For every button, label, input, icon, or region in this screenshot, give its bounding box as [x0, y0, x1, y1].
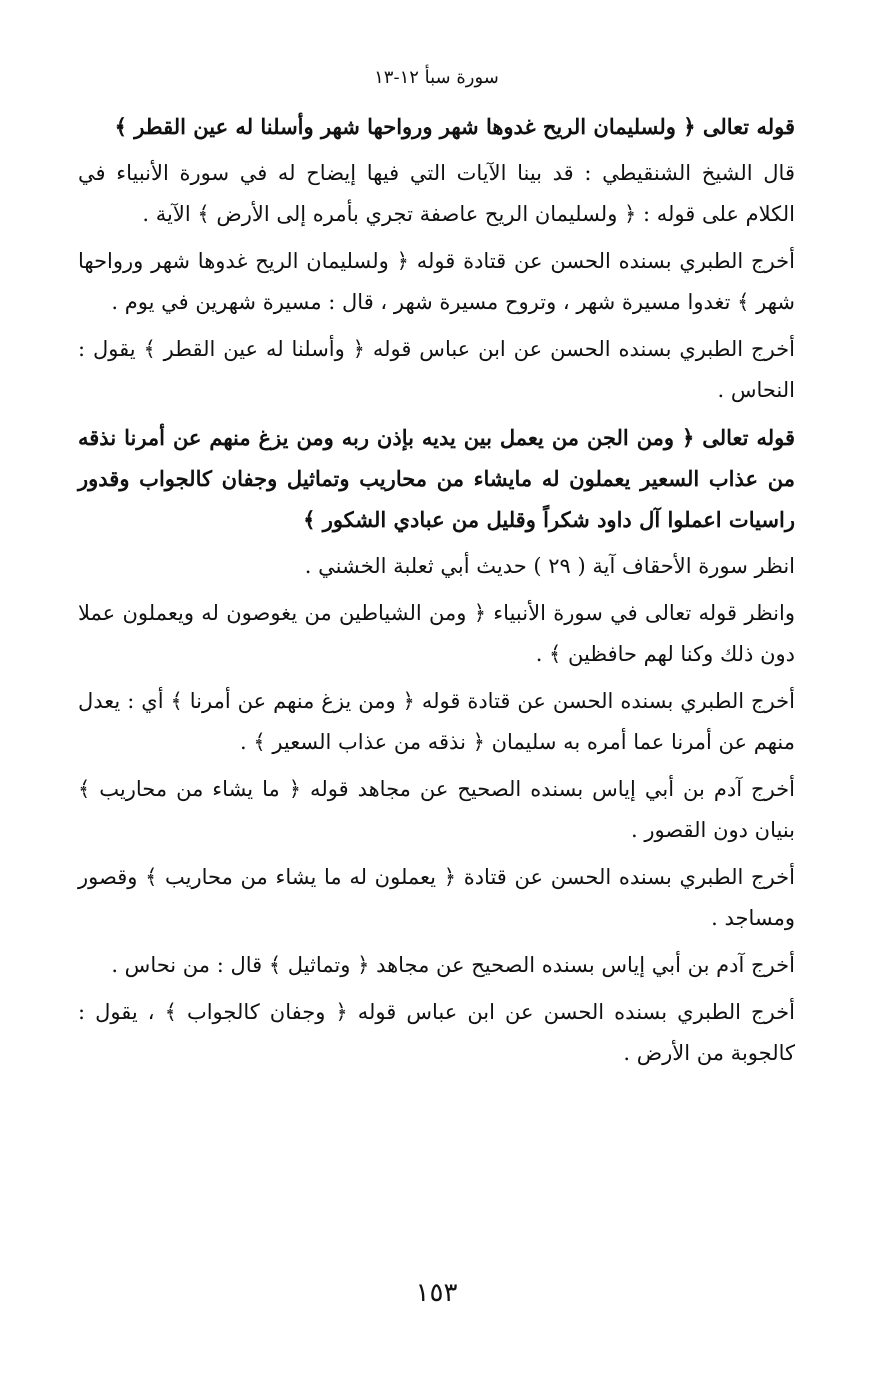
paragraph-6: انظر سورة الأحقاف آية ( ٢٩ ) حديث أبي ثعلبة الخشني . — [304, 554, 795, 578]
running-header: سورة سبأ ١٢-١٣ — [374, 67, 499, 88]
paragraph-2: قال الشيخ الشنقيطي : قد بينا الآيات التي فيها إيضاح له في سورة الأنبياء في الكلام على قوله : ﴿ ولسليمان الريح عاصفة تجري بأمره إلى الأرض ﴾ الآية . — [78, 161, 795, 226]
page-number: ١٥٣ — [415, 1278, 458, 1308]
paragraph-7: وانظر قوله تعالى في سورة الأنبياء ﴿ ومن الشياطين من يغوصون له ويعملون عملا دون ذلك وكنا لهم حافظين ﴾ . — [78, 601, 795, 666]
page-body — [78, 106, 795, 1080]
paragraph-9: أخرج آدم بن أبي إياس بسنده الصحيح عن مجاهد قوله ﴿ ما يشاء من محاريب ﴾ بنيان دون القصور . — [78, 777, 795, 842]
paragraph-3: أخرج الطبري بسنده الحسن عن قتادة قوله ﴿ ولسليمان الريح غدوها شهر ورواحها شهر ﴾ تغدوا مسيرة شهر ، وتروح مسيرة شهر ، قال : مسيرة شهرين في يوم . — [78, 249, 795, 314]
paragraph-1: قوله تعالى ﴿ ولسليمان الريح غدوها شهر ورواحها شهر وأسلنا له عين القطر ﴾ — [114, 114, 795, 139]
paragraph-4: أخرج الطبري بسنده الحسن عن ابن عباس قوله ﴿ وأسلنا له عين القطر ﴾ يقول : النحاس . — [78, 337, 795, 402]
paragraph-5: قوله تعالى ﴿ ومن الجن من يعمل بين يديه بإذن ربه ومن يزغ منهم عن أمرنا نذقه من عذاب السعير يعملون له مايشاء من محاريب وتماثيل وجفان كالجواب وقدور راسيات اعملوا آل داود شكراً وقليل من عبادي الشكور ﴾ — [78, 425, 795, 532]
paragraph-10: أخرج الطبري بسنده الحسن عن قتادة ﴿ يعملون له ما يشاء من محاريب ﴾ وقصور ومساجد . — [78, 865, 795, 930]
paragraph-11: أخرج آدم بن أبي إياس بسنده الصحيح عن مجاهد ﴿ وتماثيل ﴾ قال : من نحاس . — [111, 953, 795, 977]
paragraph-12: أخرج الطبري بسنده الحسن عن ابن عباس قوله ﴿ وجفان كالجواب ﴾ ، يقول : كالجوبة من الأرض . — [78, 1000, 795, 1065]
paragraph-8: أخرج الطبري بسنده الحسن عن قتادة قوله ﴿ ومن يزغ منهم عن أمرنا ﴾ أي : يعدل منهم عن أمرنا عما أمره به سليمان ﴿ نذقه من عذاب السعير ﴾ . — [78, 689, 795, 754]
